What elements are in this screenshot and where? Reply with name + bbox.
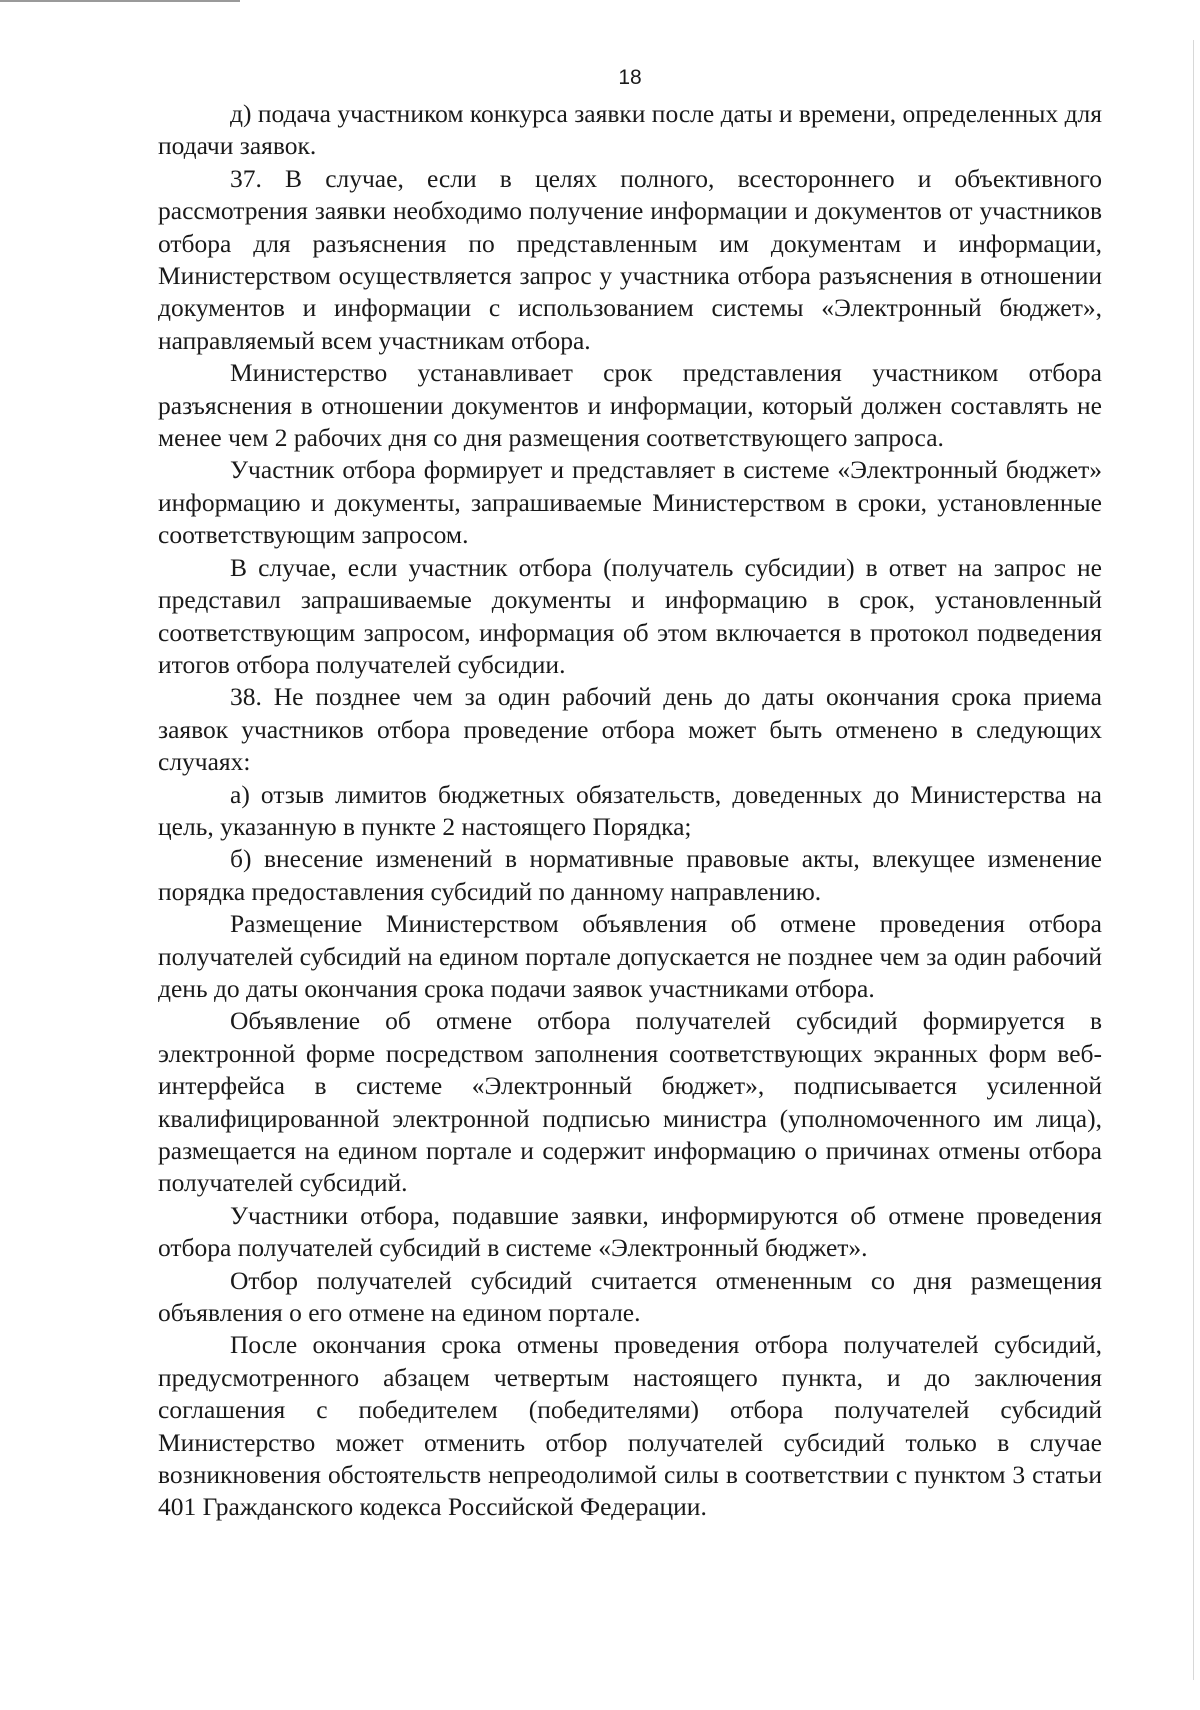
paragraph-subitem-b: б) внесение изменений в нормативные правовые акты, влекущее изменение порядка предоставления субсидий по данному направлению. (158, 844, 1102, 906)
paragraph-subitem-a: а) отзыв лимитов бюджетных обязательств, доведенных до Министерства на цель, указанную в пункте 2 настоящего Порядка; (158, 779, 1102, 841)
paragraph-no-response: В случае, если участник отбора (получатель субсидии) в ответ на запрос не представил запрашиваемые документы и информацию в срок, установленный соответствующим запросом, информация об этом включается в протокол подведения итогов отбора получателей субсидии. (158, 552, 1102, 679)
scan-edge-line (1193, 40, 1194, 1680)
paragraph-cancellation-posting: Размещение Министерством объявления об отмене проведения отбора получателей субсидий на едином портале допускается не позднее чем за один рабочий день до даты окончания срока подачи заявок участниками отбора. (158, 909, 1102, 1003)
paragraph-participants-informed: Участники отбора, подавшие заявки, информируются об отмене проведения отбора получателей субсидий в системе «Электронный бюджет». (158, 1200, 1102, 1263)
paragraph-participant-submission: Участник отбора формирует и представляет в системе «Электронный бюджет» информацию и документы, запрашиваемые Министерством в сроки, установленные соответствующим запросом. (158, 455, 1102, 550)
paragraph-clause-38: 38. Не позднее чем за один рабочий день до даты окончания срока приема заявок участников отбора проведение отбора может быть отменено в следующих случаях: (158, 682, 1102, 777)
paragraph-clarification-deadline: Министерство устанавливает срок представления участником отбора разъяснения в отношении документов и информации, который должен составлять не менее чем 2 рабочих дня со дня размещения соответствующего запроса. (158, 358, 1102, 453)
page-number: 18 (618, 66, 642, 89)
document-body (158, 98, 1102, 1524)
paragraph-clause-37: 37. В случае, если в целях полного, всестороннего и объективного рассмотрения заявки необходимо получение информации и документов от участников отбора для разъяснения по представленным им документам и информации, Министерством осуществляется запрос у участника отбора разъяснения в отношении документов и информации с использованием системы «Электронный бюджет», направляемый всем участникам отбора. (158, 163, 1102, 355)
paragraph-subitem-d: д) подача участником конкурса заявки после даты и времени, определенных для подачи заявок. (158, 99, 1102, 161)
paragraph-cancellation-effective: Отбор получателей субсидий считается отмененным со дня размещения объявления о его отмене на едином портале. (158, 1265, 1102, 1328)
scan-edge-mark (0, 0, 240, 2)
paragraph-cancellation-announcement: Объявление об отмене отбора получателей субсидий формируется в электронной форме посредством заполнения соответствующих экранных форм веб-интерфейса в системе «Электронный бюджет», подписывается усиленной квалифицированной электронной подписью министра (уполномоченного им лица), размещается на едином портале и содержит информацию о причинах отмены отбора получателей субсидий. (158, 1006, 1102, 1198)
paragraph-force-majeure: После окончания срока отмены проведения отбора получателей субсидий, предусмотренного абзацем четвертым настоящего пункта, и до заключения соглашения с победителем (победителями) отбора получателей субсидий Министерство может отменить отбор получателей субсидий только в случае возникновения обстоятельств непреодолимой силы в соответствии с пунктом 3 статьи 401 Гражданского кодекса Российской Федерации. (158, 1330, 1102, 1522)
